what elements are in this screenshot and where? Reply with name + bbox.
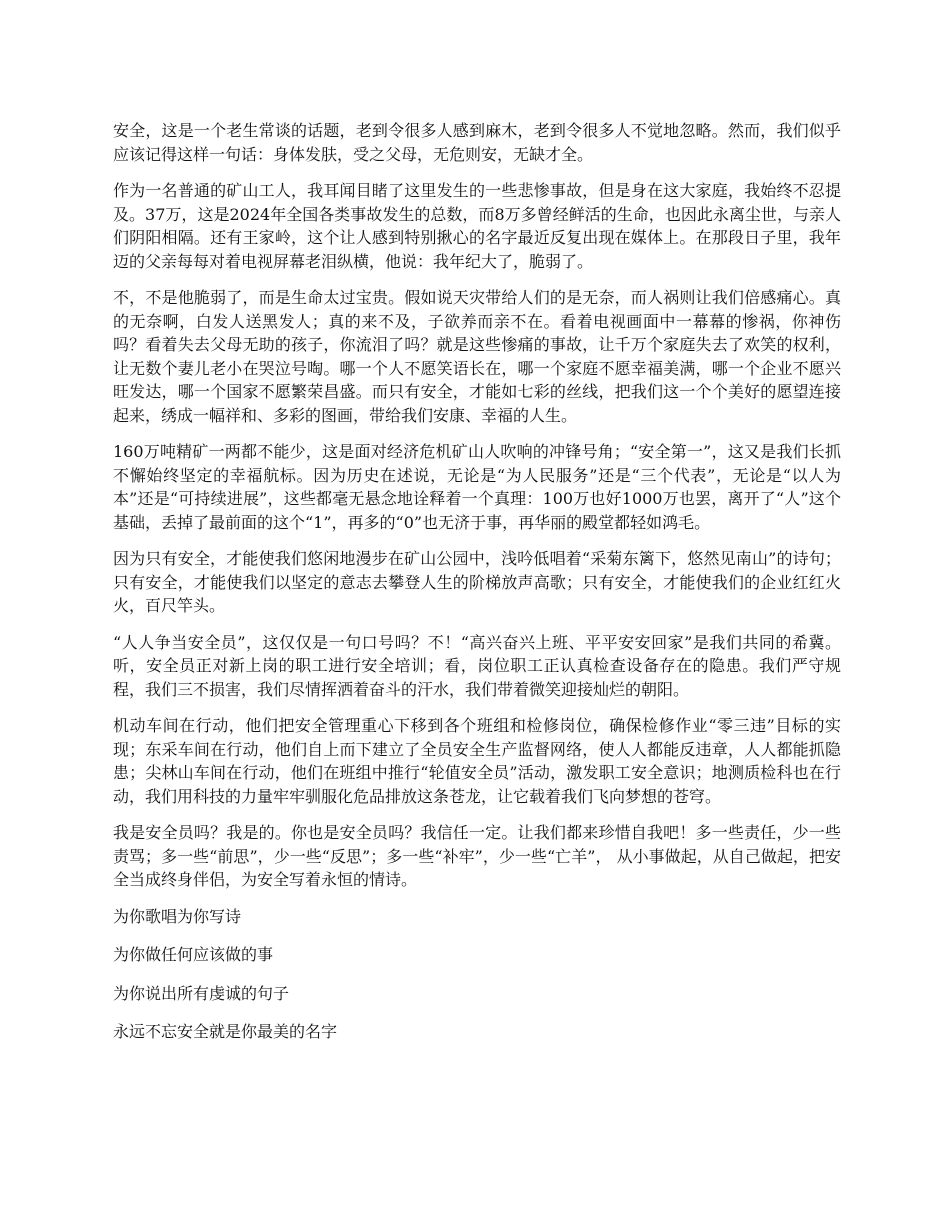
paragraph-3: 不，不是他脆弱了，而是生命太过宝贵。假如说天灾带给人们的是无奈，而人祸则让我们倍感痛心。真的无奈啊，白发人送黑发人；真的来不及，子欲养而亲不在。看着电视画面中一幕幕的惨祸，你神伤吗？看着失去父母无助的孩子，你流泪了吗？就是这些惨痛的事故，让千万个家庭失去了欢笑的权利，让无数个妻儿老小在哭泣号啕。哪一个人不愿笑语长在，哪一个家庭不愿幸福美满，哪一个企业不愿兴旺发达，哪一个国家不愿繁荣昌盛。而只有安全，才能如七彩的丝线，把我们这一个个美好的愿望连接起来，绣成一幅祥和、多彩的图画，带给我们安康、幸福的人生。 xyxy=(113,288,841,425)
poem-line-4: 永远不忘安全就是你最美的名字 xyxy=(113,1022,338,1041)
paragraph-8: 我是安全员吗？我是的。你也是安全员吗？我信任一定。让我们都来珍惜自我吧！多一些责任，少一些责骂；多一些“前思”，少一些“反思”；多一些“补牢”，少一些“亡羊”， 从小事做起，从自己做起，把安全当成终身伴侣，为安全写着永恒的情诗。 xyxy=(113,823,841,889)
paragraph-2: 作为一名普通的矿山工人，我耳闻目睹了这里发生的一些悲惨事故，但是身在这大家庭，我始终不忍提及。37万，这是2024年全国各类事故发生的总数，而8万多曾经鲜活的生命，也因此永离尘世，与亲人们阴阳相隔。还有王家岭，这个让人感到特别揪心的名字最近反复出现在媒体上。在那段日子里，我年迈的父亲每每对着电视屏幕老泪纵横，他说：我年纪大了，脆弱了。 xyxy=(113,181,841,271)
paragraph-5: 因为只有安全，才能使我们悠闲地漫步在矿山公园中，浅吟低唱着“采菊东篱下，悠然见南山”的诗句；只有安全，才能使我们以坚定的意志去攀登人生的阶梯放声高歌；只有安全，才能使我们的企业红红火火，百尺竿头。 xyxy=(113,549,841,615)
paragraph-6: “人人争当安全员”，这仅仅是一句口号吗？不！“高兴奋兴上班、平平安安回家”是我们共同的希冀。听，安全员正对新上岗的职工进行安全培训；看，岗位职工正认真检查设备存在的隐患。我们严守规程，我们三不损害，我们尽情挥洒着奋斗的汗水，我们带着微笑迎接灿烂的朝阳。 xyxy=(113,632,841,699)
paragraph-7: 机动车间在行动，他们把安全管理重心下移到各个班组和检修岗位，确保检修作业“零三违”目标的实现；东采车间在行动，他们自上而下建立了全员安全生产监督网络，使人人都能反违章，人人都能抓隐患；尖林山车间在行动，他们在班组中推行“轮值安全员”活动，激发职工安全意识；地测质检科也在行动，我们用科技的力量牢牢驯服化危品排放这条苍龙，让它载着我们飞向梦想的苍穹。 xyxy=(113,716,841,806)
paragraph-4: 160万吨精矿一两都不能少，这是面对经济危机矿山人吹响的冲锋号角；“安全第一”，这又是我们长抓不懈始终坚定的幸福航标。因为历史在述说，无论是“为人民服务”还是“三个代表”，无论是“以人为本”还是“可持续进展”，这些都毫无悬念地诠释着一个真理：100万也好1000万也罢，离开了“人”这个基础，丢掉了最前面的这个“1”，再多的“0”也无济于事，再华丽的殿堂都轻如鸿毛。 xyxy=(113,442,841,532)
document-body xyxy=(113,119,841,1059)
poem-line-2: 为你做任何应该做的事 xyxy=(113,945,274,964)
poem-line-1: 为你歌唱为你写诗 xyxy=(113,906,242,926)
poem-line-3: 为你说出所有虔诚的句子 xyxy=(113,983,290,1003)
paragraph-1: 安全，这是一个老生常谈的话题，老到令很多人感到麻木，老到令很多人不觉地忽略。然而，我们似乎应该记得这样一句话：身体发肤，受之父母，无危则安，无缺才全。 xyxy=(113,121,841,164)
